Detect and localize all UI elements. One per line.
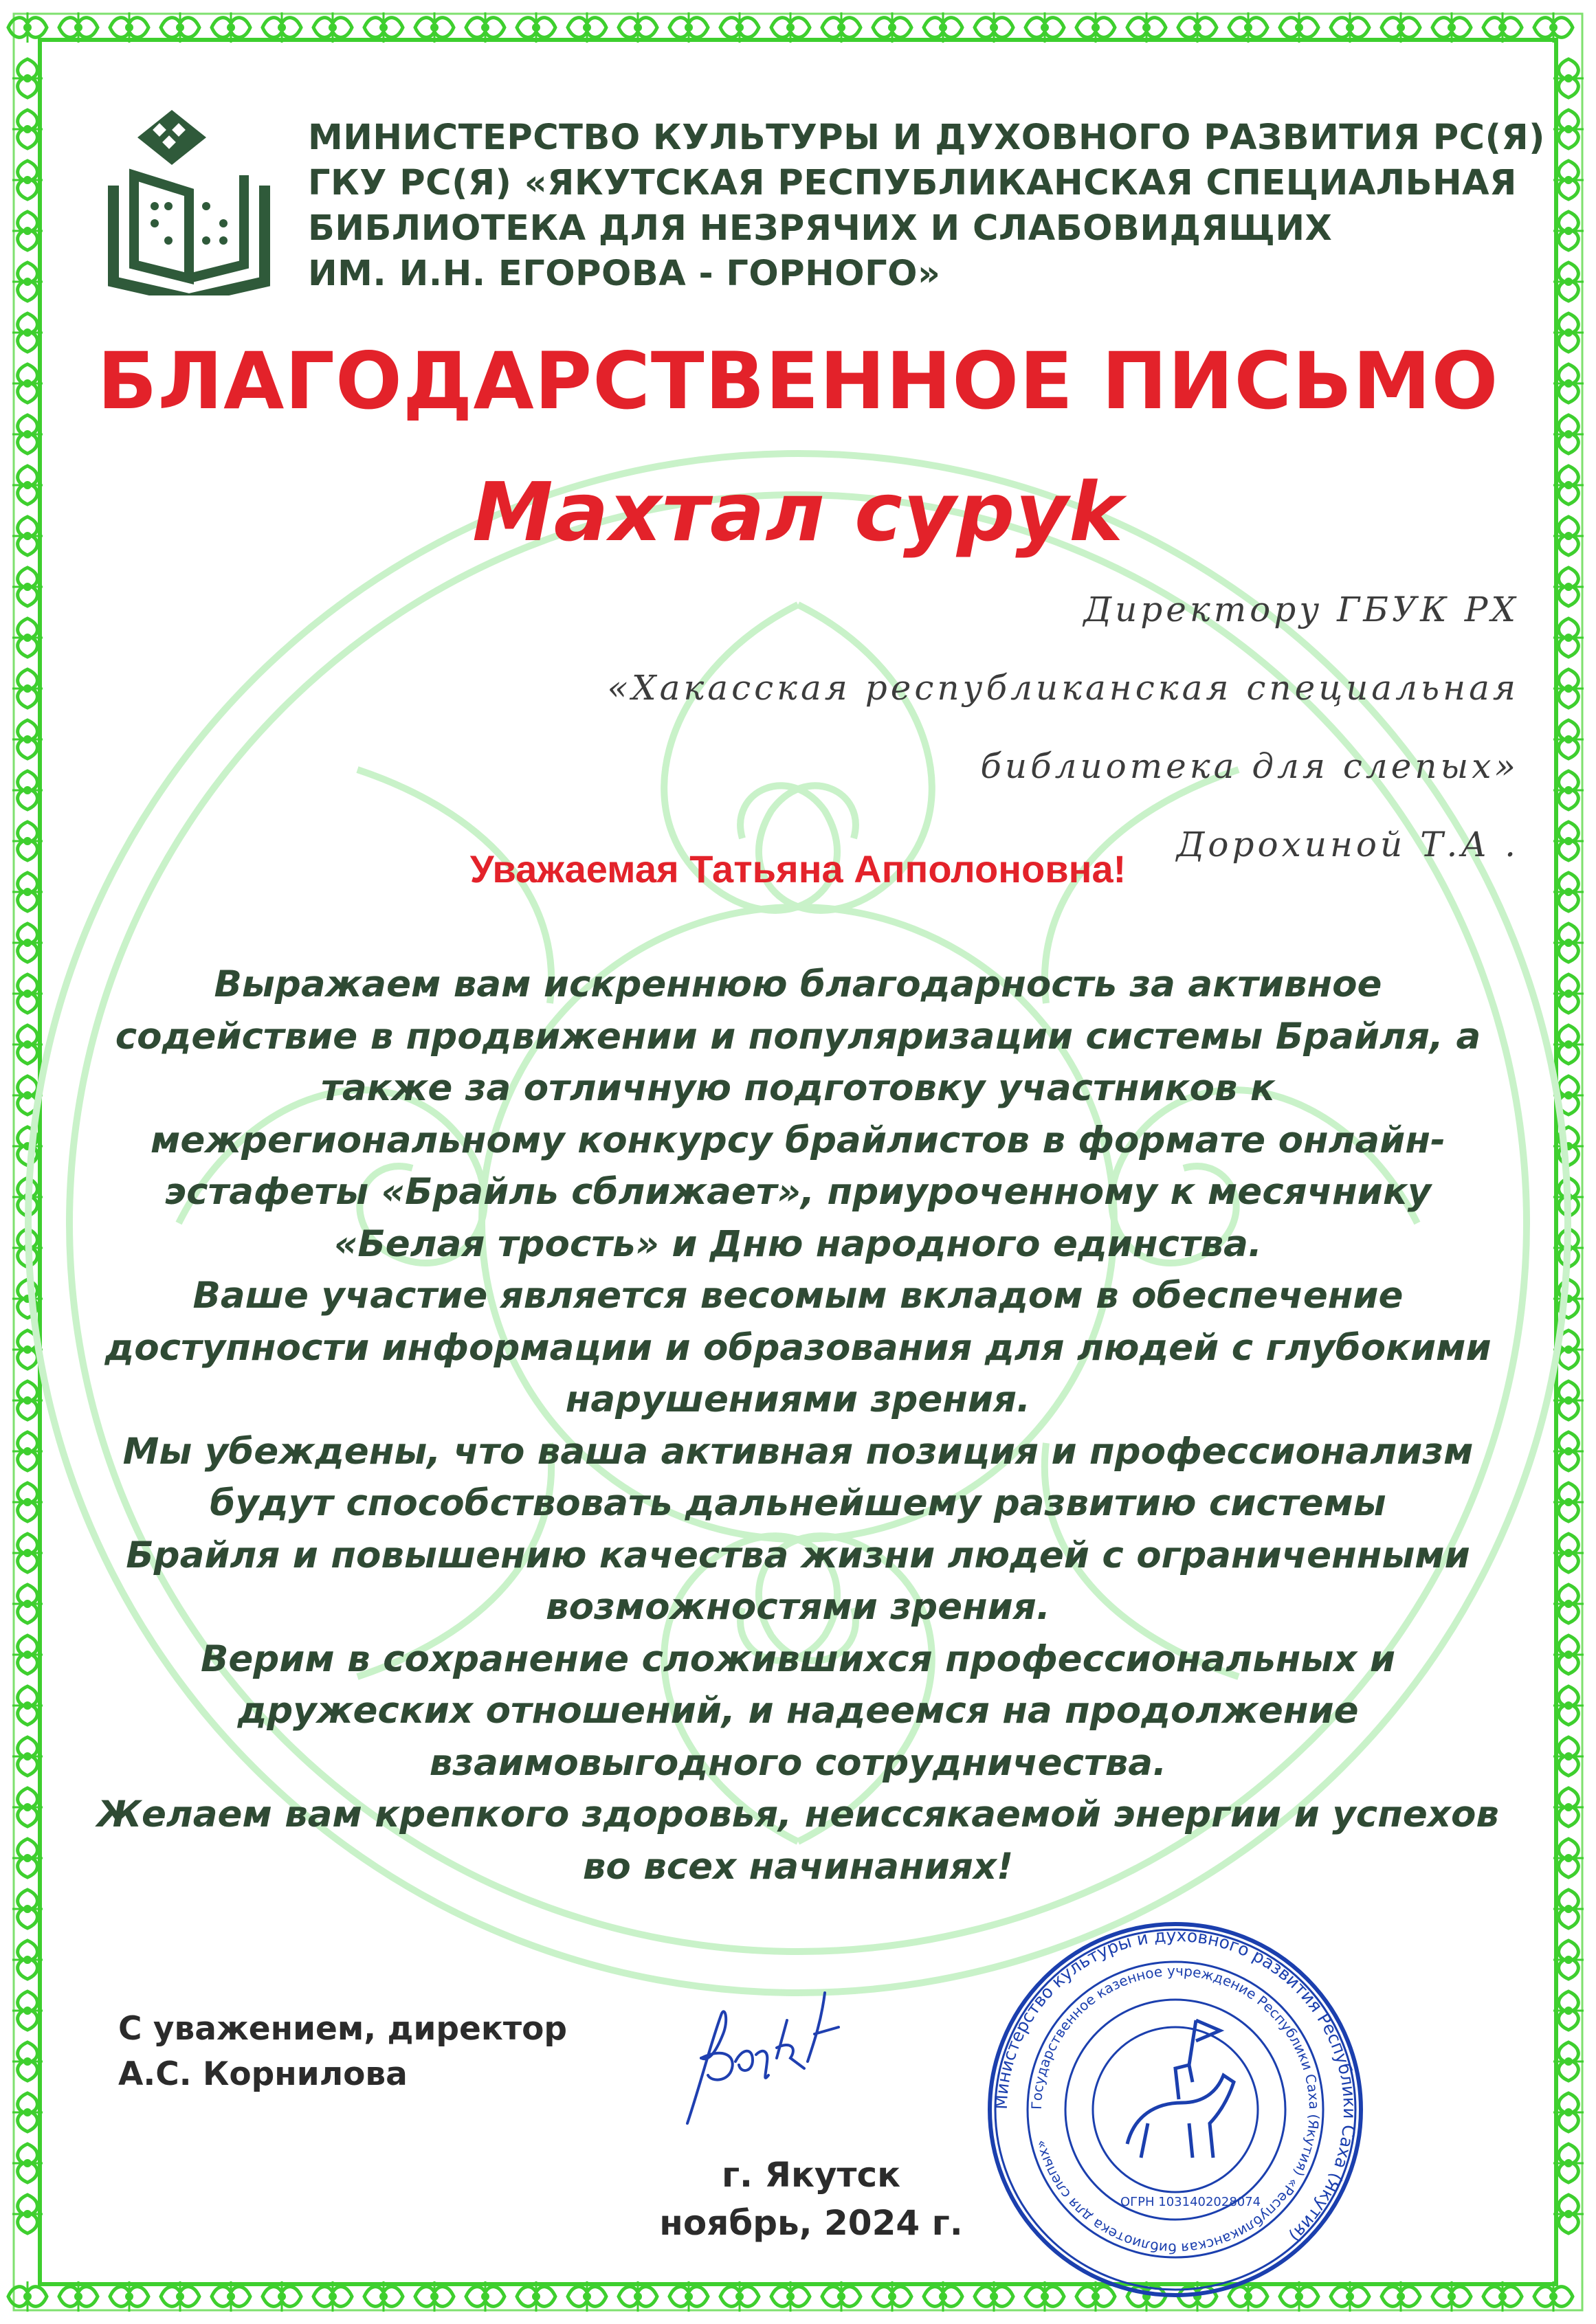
header-line: ИМ. И.Н. ЕГОРОВА - ГОРНОГО»	[308, 254, 941, 294]
recipient-block	[488, 570, 1519, 884]
body-line: Мы убеждены, что ваша активная позиция и профессионализм	[122, 1430, 1474, 1473]
recipient-line: библиотека для слепых»	[980, 746, 1519, 786]
body-line: будут способствовать дальнейшему развитию системы	[210, 1482, 1386, 1524]
body-line: взаимовыгодного сотрудничества.	[429, 1741, 1167, 1784]
body-line: дружеских отношений, и надеемся на продолжение	[237, 1690, 1359, 1732]
place: г. Якутск	[721, 2155, 901, 2195]
body-line: межрегиональному конкурсу брайлистов в формате онлайн-	[151, 1119, 1445, 1161]
official-stamp	[983, 1917, 1368, 2302]
body-line: эстафеты «Брайль сближает», приуроченному к месячнику	[164, 1171, 1432, 1213]
greeting: Уважаемая Татьяна Апполоновна!	[469, 847, 1127, 891]
body-line: «Белая трость» и Дню народного единства.	[333, 1222, 1263, 1265]
place-date	[619, 2151, 1004, 2247]
body-line: возможностями зрения.	[546, 1586, 1050, 1628]
signoff-line: С уважением, директор	[118, 2010, 567, 2048]
recipient-line: Директору ГБУК РХ	[1083, 590, 1519, 629]
header-line: БИБЛИОТЕКА ДЛЯ НЕЗРЯЧИХ И СЛАБОВИДЯЩИХ	[308, 208, 1333, 249]
body-line: нарушениями зрения.	[565, 1378, 1031, 1420]
signoff-block	[118, 2007, 567, 2097]
svg-text:Министерство культуры и духовн: Министерство культуры и духовного развития Республики Саха (Якутия)	[990, 1925, 1360, 2246]
svg-text:ОГРН 1031402028074: ОГРН 1031402028074	[1120, 2195, 1261, 2209]
body-line: доступности информации и образования для людей с глубокими	[104, 1326, 1492, 1369]
date: ноябрь, 2024 г.	[659, 2203, 963, 2243]
header-line: МИНИСТЕРСТВО КУЛЬТУРЫ И ДУХОВНОГО РАЗВИТИЯ РС(Я)	[308, 118, 1545, 158]
director-name: А.С. Корнилова	[118, 2055, 408, 2093]
body-line: также за отличную подготовку участников к	[321, 1067, 1275, 1109]
body-line: Верим в сохранение сложившихся профессиональных и	[200, 1638, 1396, 1680]
body-line: во всех начинаниях!	[582, 1845, 1014, 1888]
library-logo	[96, 110, 282, 295]
recipient-line: «Хакасская республиканская специальная	[607, 668, 1519, 708]
recipient-line: Дорохиной Т.А .	[1176, 825, 1519, 864]
institution-header	[308, 115, 1545, 297]
letter-subtitle: Махтал суруk	[472, 465, 1124, 559]
handwritten-signature	[660, 1979, 866, 2130]
body-line: Брайля и повышению качества жизни людей с ограниченными	[126, 1534, 1470, 1576]
header-line: ГКУ РС(Я) «ЯКУТСКАЯ РЕСПУБЛИКАНСКАЯ СПЕЦИАЛЬНАЯ	[308, 163, 1517, 203]
body-line: Ваше участие является весомым вкладом в обеспечение	[192, 1275, 1404, 1317]
body-line: содействие в продвижении и популяризации системы Брайля, а	[115, 1015, 1481, 1058]
svg-text:Государственное казенное учреж: Государственное казенное учреждение Республики Саха (Якутия) «Республиканская библиотека для слепых»	[1028, 1962, 1323, 2257]
horse-rider-emblem	[1093, 2020, 1258, 2192]
letter-title: БЛАГОДАРСТВЕННОЕ ПИСЬМО	[97, 335, 1499, 427]
letter-body	[76, 959, 1520, 1892]
body-line: Выражаем вам искреннюю благодарность за активное	[214, 963, 1382, 1005]
library-book-braille-icon	[113, 110, 265, 295]
body-line: Желаем вам крепкого здоровья, неиссякаемой энергии и успехов	[97, 1794, 1499, 1835]
